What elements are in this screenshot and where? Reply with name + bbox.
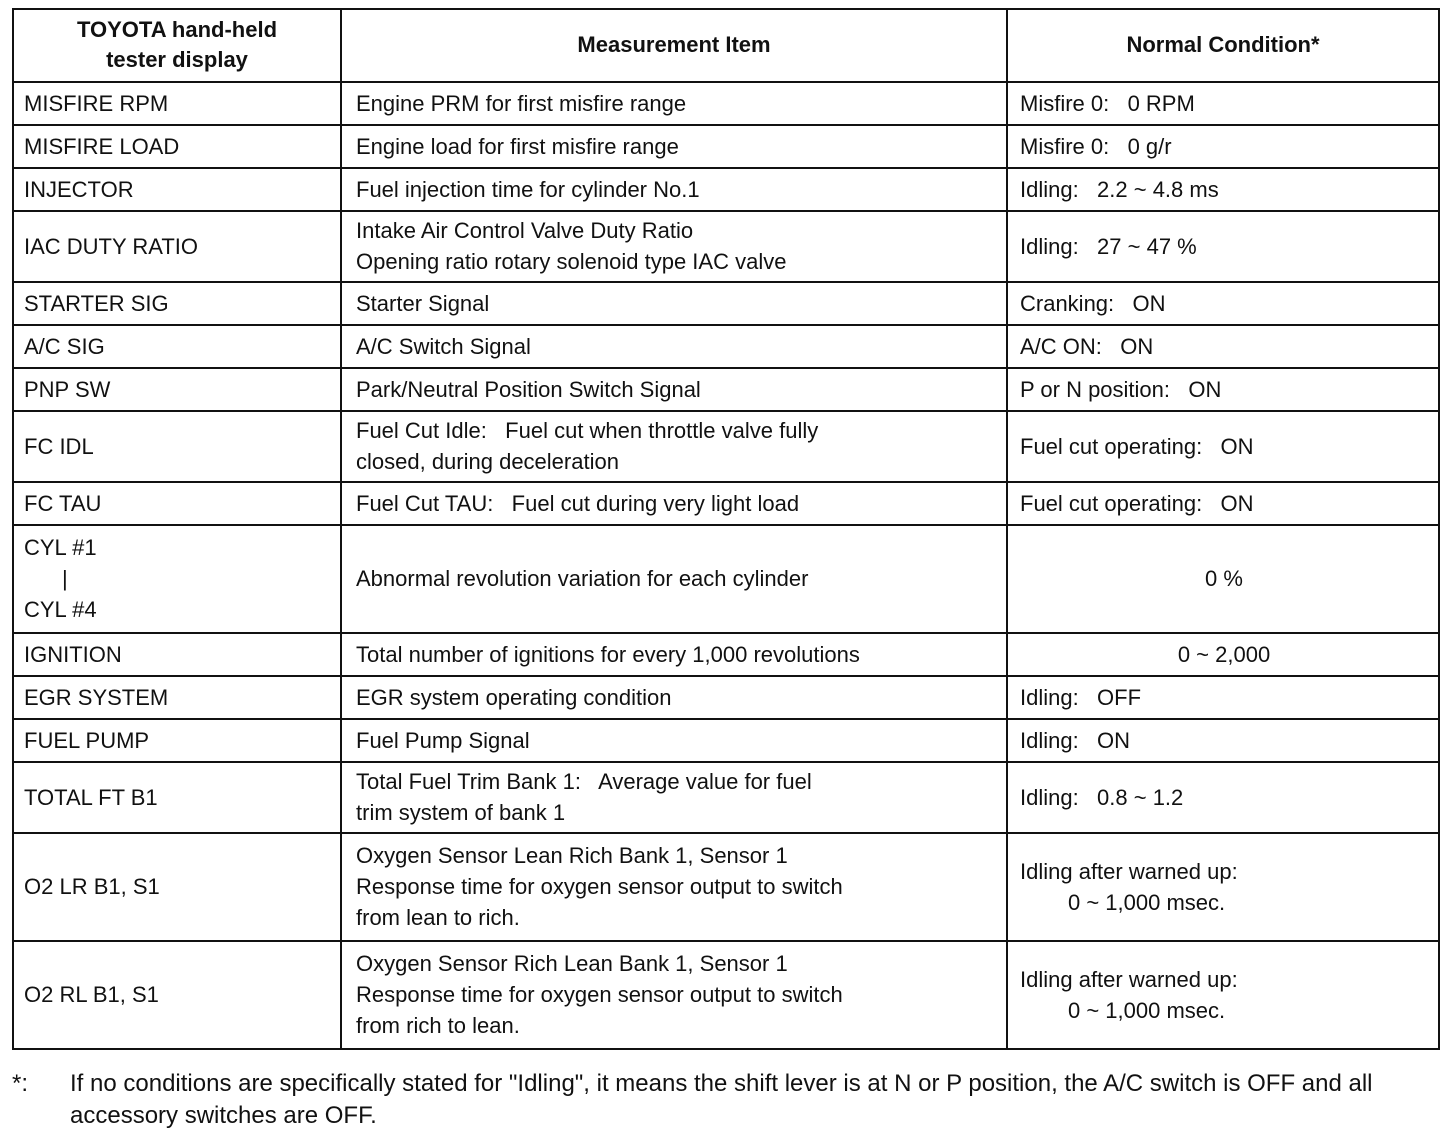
measurement-item-line: EGR system operating condition bbox=[356, 684, 672, 710]
table-row bbox=[13, 325, 1439, 368]
normal-condition-cell bbox=[1007, 368, 1439, 411]
normal-condition-line: 0 ~ 2,000 bbox=[1177, 641, 1271, 667]
measurement-item-cell bbox=[341, 168, 1007, 211]
measurement-item-cell bbox=[341, 719, 1007, 762]
measurement-item-line: Fuel Pump Signal bbox=[356, 727, 530, 753]
normal-condition-cell bbox=[1007, 762, 1439, 833]
footnote-mark: *: bbox=[12, 1070, 29, 1097]
measurement-item-cell bbox=[341, 325, 1007, 368]
measurement-item-line: Starter Signal bbox=[356, 290, 490, 316]
footnote bbox=[12, 1068, 1442, 1132]
spec-sheet bbox=[12, 8, 1438, 1050]
tester-display-cell: MISFIRE RPM bbox=[13, 82, 341, 125]
measurement-item-cell bbox=[341, 82, 1007, 125]
tester-display-cell: TOTAL FT B1 bbox=[13, 762, 341, 833]
table-row bbox=[13, 719, 1439, 762]
measurement-item-cell bbox=[341, 482, 1007, 525]
header-tester-display-line2: tester display bbox=[106, 47, 248, 72]
normal-condition-cell bbox=[1007, 82, 1439, 125]
normal-condition-line: 0 ~ 1,000 msec. bbox=[1068, 889, 1226, 915]
tester-display-cell bbox=[13, 525, 341, 633]
tester-display-cell: O2 RL B1, S1 bbox=[13, 941, 341, 1049]
measurement-item-line: Opening ratio rotary solenoid type IAC valve bbox=[356, 249, 787, 274]
table-row bbox=[13, 168, 1439, 211]
table-row bbox=[13, 833, 1439, 941]
measurement-item-cell bbox=[341, 633, 1007, 676]
measurement-item-cell bbox=[341, 125, 1007, 168]
table-row bbox=[13, 411, 1439, 482]
tester-display-cell: STARTER SIG bbox=[13, 282, 341, 325]
measurement-item-line: closed, during deceleration bbox=[356, 449, 619, 474]
normal-condition-line: P or N position: ON bbox=[1020, 376, 1222, 402]
normal-condition-line: 0 ~ 1,000 msec. bbox=[1068, 997, 1226, 1023]
table-row bbox=[13, 941, 1439, 1049]
normal-condition-cell bbox=[1007, 676, 1439, 719]
measurement-item-cell bbox=[341, 762, 1007, 833]
measurement-item-line: Intake Air Control Valve Duty Ratio bbox=[356, 218, 694, 243]
tester-display-line: | bbox=[62, 566, 68, 591]
normal-condition-cell bbox=[1007, 282, 1439, 325]
tester-display-cell: FUEL PUMP bbox=[13, 719, 341, 762]
measurement-item-cell bbox=[341, 282, 1007, 325]
normal-condition-line: Idling: OFF bbox=[1020, 684, 1142, 710]
measurement-item-line: Park/Neutral Position Switch Signal bbox=[356, 376, 701, 402]
normal-condition-cell bbox=[1007, 525, 1439, 633]
tester-display-cell: EGR SYSTEM bbox=[13, 676, 341, 719]
measurement-item-cell bbox=[341, 411, 1007, 482]
tester-display-cell: PNP SW bbox=[13, 368, 341, 411]
normal-condition-cell bbox=[1007, 325, 1439, 368]
normal-condition-cell bbox=[1007, 941, 1439, 1049]
tester-display-line: CYL #4 bbox=[24, 597, 97, 622]
table-row bbox=[13, 82, 1439, 125]
measurement-item-cell bbox=[341, 525, 1007, 633]
measurement-item-cell bbox=[341, 368, 1007, 411]
normal-condition-cell bbox=[1007, 125, 1439, 168]
measurement-item-line: Oxygen Sensor Lean Rich Bank 1, Sensor 1 bbox=[356, 843, 788, 868]
header-tester-display-line1: TOYOTA hand-held bbox=[76, 17, 278, 42]
table-body bbox=[13, 82, 1439, 1049]
normal-condition-line: A/C ON: ON bbox=[1020, 333, 1154, 359]
tester-display-cell: FC TAU bbox=[13, 482, 341, 525]
measurement-item-line: Oxygen Sensor Rich Lean Bank 1, Sensor 1 bbox=[356, 951, 788, 976]
measurement-item-line: Fuel injection time for cylinder No.1 bbox=[356, 176, 700, 202]
tester-data-table bbox=[12, 8, 1440, 1050]
measurement-item-line: from rich to lean. bbox=[356, 1013, 520, 1038]
table-row bbox=[13, 762, 1439, 833]
normal-condition-line: Cranking: ON bbox=[1020, 290, 1166, 316]
tester-display-cell: IAC DUTY RATIO bbox=[13, 211, 341, 282]
measurement-item-line: Fuel Cut TAU: Fuel cut during very light load bbox=[356, 490, 800, 516]
tester-display-line: CYL #1 bbox=[24, 535, 97, 560]
tester-display-cell: O2 LR B1, S1 bbox=[13, 833, 341, 941]
table-row bbox=[13, 676, 1439, 719]
table-row bbox=[13, 368, 1439, 411]
measurement-item-line: trim system of bank 1 bbox=[356, 800, 566, 825]
normal-condition-cell bbox=[1007, 411, 1439, 482]
normal-condition-cell bbox=[1007, 482, 1439, 525]
measurement-item-line: Total number of ignitions for every 1,000 revolutions bbox=[356, 641, 860, 667]
tester-display-cell: MISFIRE LOAD bbox=[13, 125, 341, 168]
tester-display-cell: FC IDL bbox=[13, 411, 341, 482]
footnote-text: If no conditions are specifically stated for "Idling", it means the shift lever is at N or P position, the A/C switch is OFF and all accessory switches are OFF. bbox=[70, 1070, 1373, 1129]
tester-display-cell: IGNITION bbox=[13, 633, 341, 676]
normal-condition-line: Idling after warned up: bbox=[1020, 858, 1238, 884]
normal-condition-cell bbox=[1007, 633, 1439, 676]
measurement-item-cell bbox=[341, 941, 1007, 1049]
table-row bbox=[13, 282, 1439, 325]
measurement-item-line: Response time for oxygen sensor output to switch bbox=[356, 982, 843, 1007]
normal-condition-line: Misfire 0: 0 g/r bbox=[1020, 133, 1172, 159]
table-row bbox=[13, 482, 1439, 525]
measurement-item-line: Total Fuel Trim Bank 1: Average value for fuel bbox=[356, 769, 812, 794]
header-tester-display bbox=[13, 9, 341, 82]
measurement-item-line: Response time for oxygen sensor output to switch bbox=[356, 874, 843, 899]
normal-condition-line: Idling: ON bbox=[1020, 727, 1131, 753]
measurement-item-line: Abnormal revolution variation for each cylinder bbox=[356, 566, 809, 591]
measurement-item-cell bbox=[341, 211, 1007, 282]
table-row bbox=[13, 525, 1439, 633]
measurement-item-line: A/C Switch Signal bbox=[356, 333, 531, 359]
normal-condition-cell bbox=[1007, 168, 1439, 211]
normal-condition-line: Misfire 0: 0 RPM bbox=[1020, 90, 1195, 116]
table-row bbox=[13, 125, 1439, 168]
table-row bbox=[13, 211, 1439, 282]
normal-condition-line: Idling: 2.2 ~ 4.8 ms bbox=[1020, 176, 1219, 202]
normal-condition-cell bbox=[1007, 211, 1439, 282]
tester-display-cell: INJECTOR bbox=[13, 168, 341, 211]
table-row bbox=[13, 633, 1439, 676]
normal-condition-cell bbox=[1007, 719, 1439, 762]
measurement-item-line: Fuel Cut Idle: Fuel cut when throttle valve fully bbox=[356, 418, 819, 443]
header-measurement-item: Measurement Item bbox=[341, 9, 1007, 82]
normal-condition-line: Fuel cut operating: ON bbox=[1020, 490, 1254, 516]
measurement-item-cell bbox=[341, 833, 1007, 941]
normal-condition-line: Idling after warned up: bbox=[1020, 966, 1238, 992]
table-header-row bbox=[13, 9, 1439, 82]
measurement-item-line: Engine PRM for first misfire range bbox=[356, 90, 687, 116]
measurement-item-cell bbox=[341, 676, 1007, 719]
normal-condition-line: Idling: 27 ~ 47 % bbox=[1020, 233, 1197, 259]
header-normal-condition: Normal Condition* bbox=[1007, 9, 1439, 82]
measurement-item-line: from lean to rich. bbox=[356, 905, 520, 930]
normal-condition-cell bbox=[1007, 833, 1439, 941]
measurement-item-line: Engine load for first misfire range bbox=[356, 133, 679, 159]
normal-condition-line: Idling: 0.8 ~ 1.2 bbox=[1020, 784, 1184, 810]
normal-condition-line: Fuel cut operating: ON bbox=[1020, 433, 1254, 459]
tester-display-cell: A/C SIG bbox=[13, 325, 341, 368]
normal-condition-line: 0 % bbox=[1205, 566, 1243, 591]
